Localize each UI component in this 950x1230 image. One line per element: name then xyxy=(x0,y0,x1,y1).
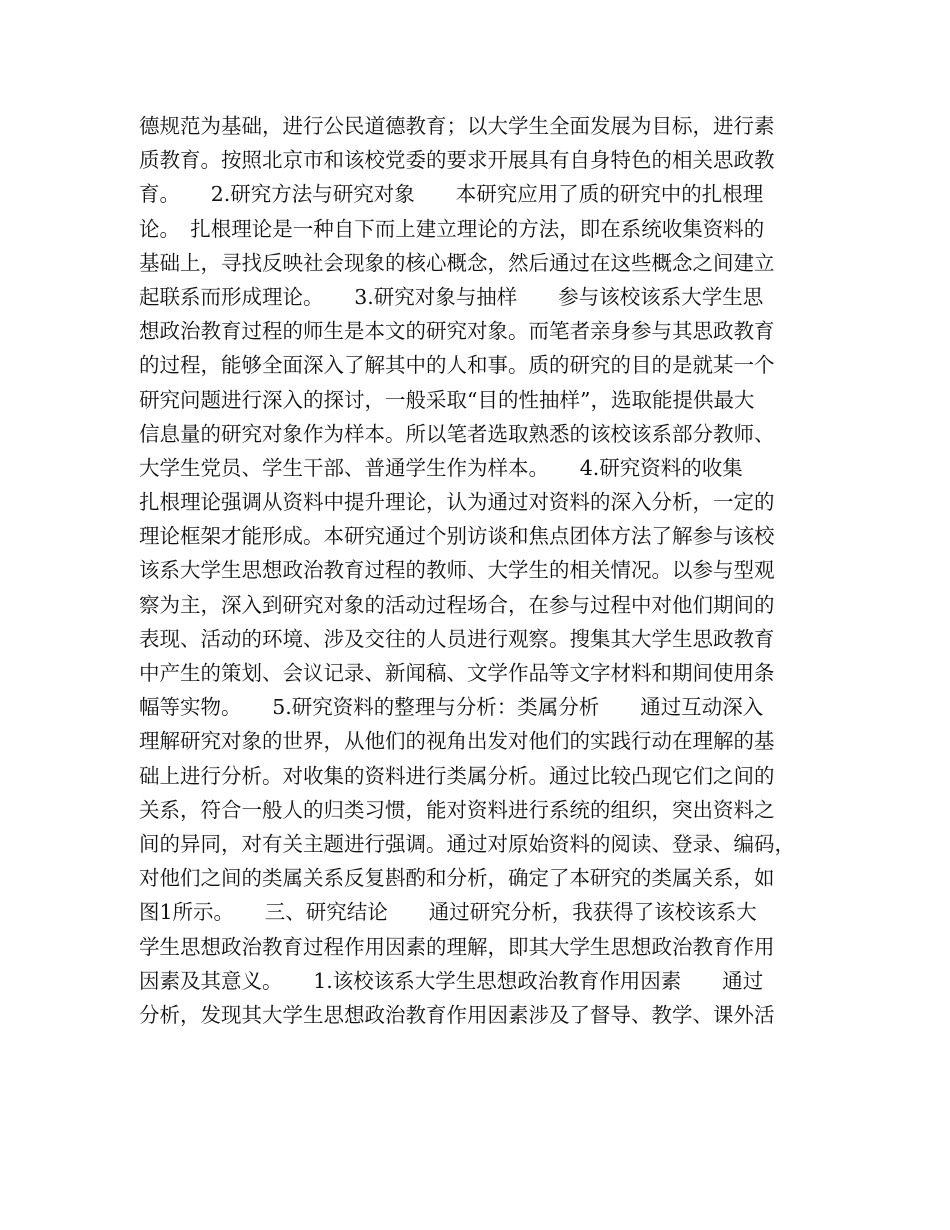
text-line: 中产生的策划、会议记录、新闻稿、文学作品等文字材料和期间使用条 xyxy=(139,661,775,685)
text-line: 研究问题进行深入的探讨，一般采取“目的性抽样”，选取能提供最大 xyxy=(139,387,755,412)
text-line: 的过程，能够全面深入了解其中的人和事。质的研究的目的是就某一个 xyxy=(139,353,775,378)
text-line: 关系，符合一般人的归类习惯，能对资料进行系统的组织，突出资料之 xyxy=(139,797,775,822)
text-line: 想政治教育过程的师生是本文的研究对象。而笔者亲身参与其思政教育 xyxy=(139,319,775,344)
text-line: 起联系而形成理论。 3.研究对象与抽样 参与该校该系大学生思 xyxy=(139,284,764,309)
text-line: 对他们之间的类属关系反复斟酌和分析，确定了本研究的类属关系，如 xyxy=(139,866,775,891)
text-line: 分析，发现其大学生思想政治教育作用因素涉及了督导、教学、课外活 xyxy=(139,1002,775,1027)
text-line: 察为主，深入到研究对象的活动过程场合，在参与过程中对他们期间的 xyxy=(139,592,775,617)
body-text xyxy=(139,109,829,1032)
text-line: 信息量的研究对象作为样本。所以笔者选取熟悉的该校该系部分教师、 xyxy=(139,421,775,446)
text-line: 学生思想政治教育过程作用因素的理解，即其大学生思想政治教育作用 xyxy=(139,934,775,959)
text-line: 表现、活动的环境、涉及交往的人员进行观察。搜集其大学生思政教育 xyxy=(139,626,775,651)
text-line: 德规范为基础，进行公民道德教育；以大学生全面发展为目标，进行素 xyxy=(139,114,775,138)
text-line: 因素及其意义。 1.该校该系大学生思想政治教育作用因素 通过 xyxy=(139,968,764,993)
text-line: 论。 扎根理论是一种自下而上建立理论的方法，即在系统收集资料的 xyxy=(139,216,765,241)
text-line: 图1所示。 三、研究结论 通过研究分析，我获得了该校该系大 xyxy=(139,900,757,925)
text-line: 大学生党员、学生干部、普通学生作为样本。 4.研究资料的收集 xyxy=(139,455,743,480)
text-line: 该系大学生思想政治教育过程的教师、大学生的相关情况。以参与型观 xyxy=(139,558,775,583)
text-line: 间的异同，对有关主题进行强调。通过对原始资料的阅读、登录、编码， xyxy=(139,831,795,856)
text-line: 扎根理论强调从资料中提升理论，认为通过对资料的深入分析，一定的 xyxy=(139,490,775,515)
text-line: 理论框架才能形成。本研究通过个别访谈和焦点团体方法了解参与该校 xyxy=(139,524,775,549)
text-line: 础上进行分析。对收集的资料进行类属分析。通过比较凸现它们之间的 xyxy=(139,763,775,788)
text-line: 幅等实物。 5.研究资料的整理与分析：类属分析 通过互动深入 xyxy=(139,695,764,720)
text-line: 育。 2.研究方法与研究对象 本研究应用了质的研究中的扎根理 xyxy=(139,182,764,207)
text-line: 质教育。按照北京市和该校党委的要求开展具有自身特色的相关思政教 xyxy=(139,148,775,173)
text-line: 基础上，寻找反映社会现象的核心概念，然后通过在这些概念之间建立 xyxy=(139,250,775,275)
text-line: 理解研究对象的世界，从他们的视角出发对他们的实践行动在理解的基 xyxy=(139,729,775,754)
